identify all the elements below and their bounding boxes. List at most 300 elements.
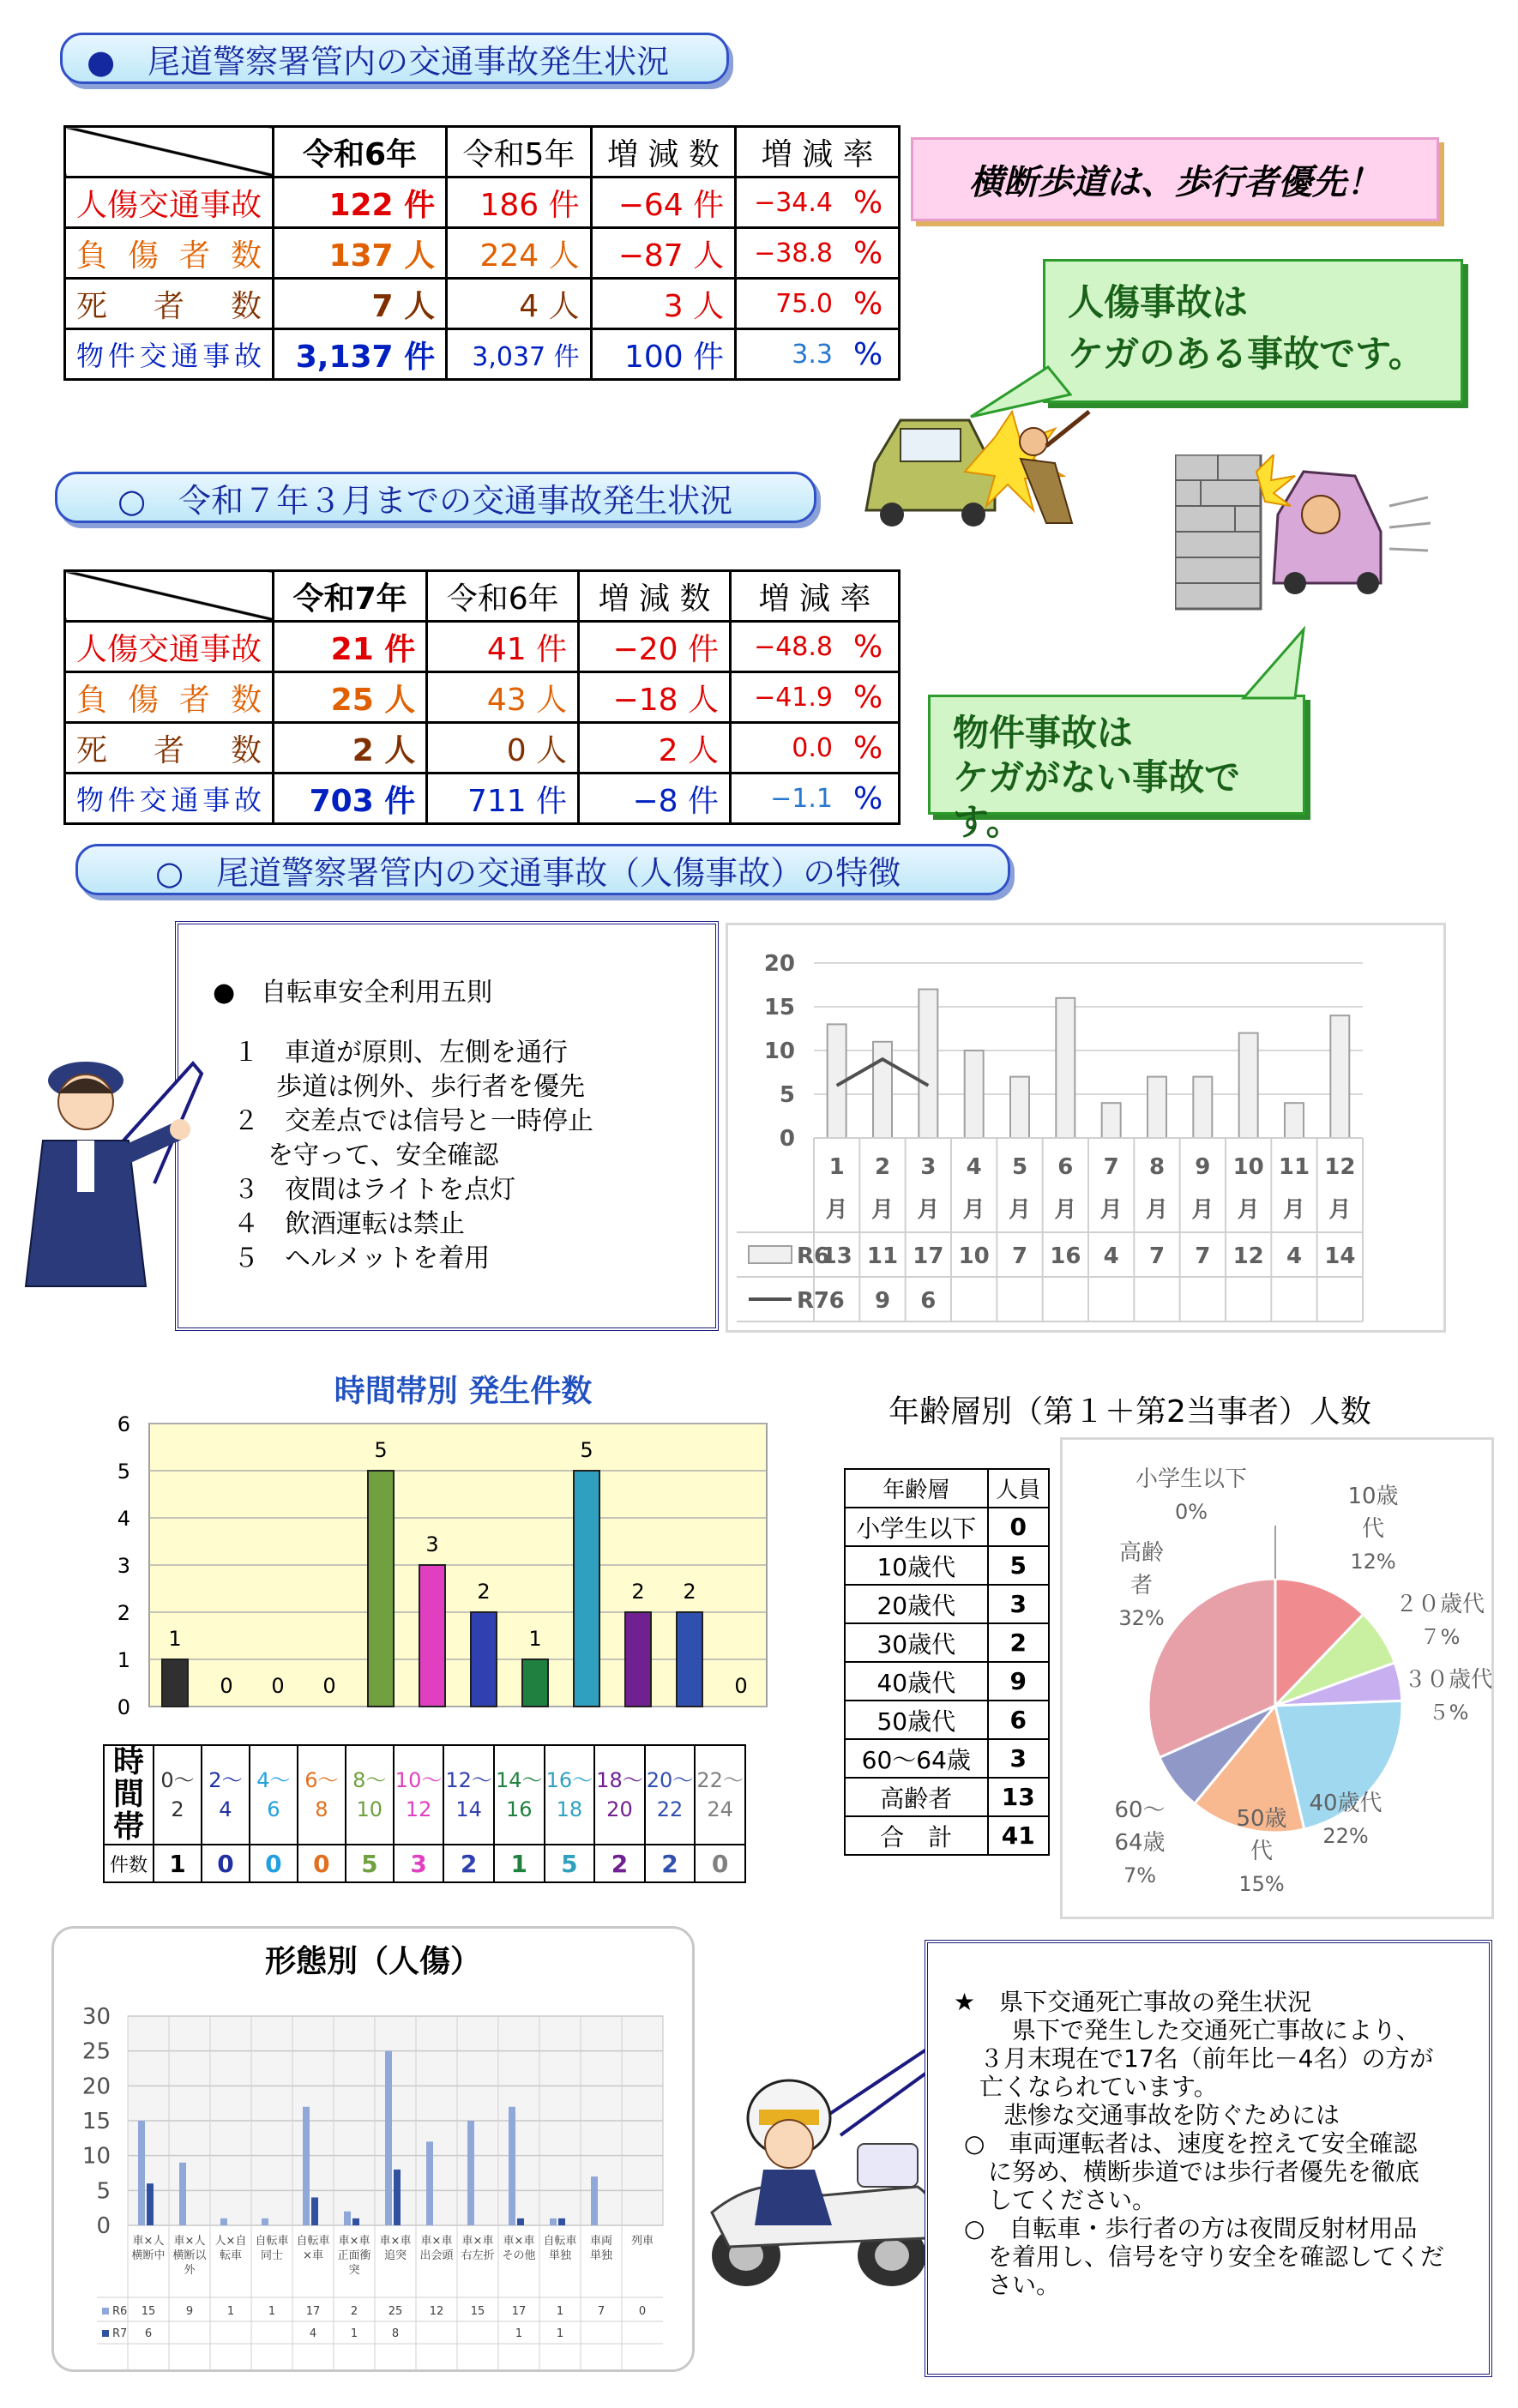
month-label-suffix: 月: [1054, 1197, 1077, 1223]
bar: [522, 1659, 548, 1707]
value-cur: 7 人: [274, 279, 447, 329]
callout2-tail: [1218, 626, 1312, 703]
month-label-num: 4: [966, 1154, 982, 1180]
injury-callout-line1: 人傷事故は: [1068, 281, 1249, 323]
bar-R6: [1102, 1103, 1121, 1138]
category-label: 車×人: [132, 2235, 165, 2248]
bar-R6: [1010, 1077, 1029, 1138]
bar-R6: [919, 990, 937, 1138]
y-tick-label: 15: [81, 2109, 111, 2134]
value-diff: −18 人: [579, 672, 731, 723]
data-label-R6: 17: [913, 1243, 944, 1269]
row-label: 人傷交通事故: [65, 178, 274, 228]
section3-title: [75, 844, 1010, 895]
crashed-car-icon: [1274, 472, 1381, 594]
data-label-R6: 12: [1232, 1243, 1264, 1269]
value-diff: 3 人: [591, 279, 736, 329]
header-prev: 令和5年: [447, 127, 592, 178]
police-officer-illustration: [17, 1012, 214, 1303]
y-tick-label: 20: [763, 951, 795, 977]
legend-label: R7: [112, 2327, 128, 2340]
rule-line: 歩道は例外、歩行者を優先: [250, 1072, 585, 1102]
section1-title: [60, 33, 729, 84]
section1-title-text: ● 尾道警察署管内の交通事故発生状況: [87, 42, 670, 81]
age-group-label: 60～64歳: [845, 1739, 988, 1778]
time-band-count: 1: [494, 1845, 545, 1882]
y-tick-label: 1: [117, 1648, 130, 1672]
value-diff: −64 件: [591, 178, 736, 228]
data-label: 2: [631, 1580, 645, 1604]
age-group-label: 30歳代: [845, 1623, 988, 1662]
data-label: 0: [322, 1674, 336, 1698]
category-label: 単独: [548, 2249, 572, 2262]
category-label: 右左折: [461, 2249, 495, 2262]
fatal-line: ○ 自転車・歩行者の方は夜間反射材用品: [964, 2214, 1418, 2242]
age-section-title: 年齢層別（第１＋第2当事者）人数: [889, 1394, 1371, 1430]
value-cur: 122 件: [274, 178, 447, 228]
time-band-label: 8〜10: [346, 1745, 394, 1845]
pie-label-0: 小学生以下: [1135, 1466, 1248, 1492]
bar: [574, 1471, 599, 1707]
age-group-count: 6: [988, 1701, 1049, 1739]
value-pct: %: [843, 228, 900, 279]
row-label: 人傷交通事故: [65, 622, 274, 672]
month-label-num: 11: [1278, 1154, 1310, 1180]
month-label-num: 5: [1011, 1154, 1028, 1180]
time-of-day-chart: [94, 1372, 780, 1741]
row-label: 物件交通事故: [65, 774, 274, 824]
pie-label-1: 代: [1361, 1516, 1385, 1542]
month-label-suffix: 月: [1237, 1197, 1260, 1223]
age-group-label: 合 計: [845, 1816, 988, 1855]
pie-label-1: 12%: [1350, 1550, 1396, 1574]
rule-line: ３ 夜間はライトを点灯: [233, 1175, 516, 1205]
time-band-label: 20〜22: [645, 1745, 696, 1845]
bar-R6: [1148, 1077, 1166, 1138]
fatal-line: を着用し、信号を守り安全を確認してくだ: [964, 2242, 1445, 2271]
category-label: 列車: [630, 2235, 654, 2248]
fatal-line: に努め、横断歩道では歩行者優先を徹底: [964, 2158, 1419, 2186]
month-label-suffix: 月: [1008, 1197, 1032, 1223]
value-prev: 0 人: [427, 723, 579, 774]
motorcycle-officer-illustration: [695, 2041, 943, 2298]
header-rate: 増 減 率: [736, 127, 900, 178]
rule-line: ２ 交差点では信号と一時停止: [233, 1106, 593, 1136]
data-label-R6: 7: [1195, 1243, 1211, 1269]
time-band-label: 14〜16: [494, 1745, 545, 1845]
y-tick-label: 3: [117, 1554, 130, 1578]
property-callout: [928, 695, 1305, 843]
category-label: 車×車: [379, 2235, 412, 2248]
value-cur: 703 件: [274, 774, 427, 824]
data-label-R7: 1: [556, 2327, 564, 2340]
data-label-R7: 6: [144, 2327, 153, 2340]
legend-label: R6: [797, 1243, 830, 1269]
month-label-suffix: 月: [825, 1197, 848, 1223]
month-label-num: 12: [1324, 1154, 1356, 1180]
category-label: 車×車: [338, 2235, 370, 2248]
category-label: 外: [184, 2264, 196, 2277]
category-label: 車×車: [420, 2235, 453, 2248]
row-label: 負傷者数: [65, 672, 274, 723]
y-tick-label: 0: [779, 1126, 795, 1152]
category-label: 車×人: [173, 2235, 206, 2248]
data-label-R6: 14: [1324, 1243, 1356, 1269]
chart-title: 時間帯別 発生件数: [334, 1374, 593, 1409]
category-label: 車両: [589, 2235, 613, 2248]
y-tick-label: 0: [117, 1695, 130, 1719]
data-label-R6: 4: [1286, 1243, 1303, 1269]
month-label-num: 10: [1232, 1154, 1264, 1180]
age-table: [844, 1468, 1050, 1856]
legend-swatch-R6: [749, 1246, 792, 1263]
value-prev: 3,037 件: [447, 329, 592, 380]
y-tick-label: 5: [117, 1460, 130, 1484]
bar-R7: [394, 2170, 401, 2225]
property-callout-line1: 物件事故は: [953, 712, 1134, 754]
age-group-count: 3: [988, 1585, 1049, 1623]
data-label-R7: 8: [391, 2327, 400, 2340]
bar-R6: [1330, 1015, 1349, 1138]
header-diff: 増 減 数: [579, 571, 731, 622]
age-group-count: 0: [988, 1508, 1049, 1546]
value-rate: 0.0: [730, 723, 843, 774]
data-label-R6: 4: [1103, 1243, 1119, 1269]
time-band-label: 18〜20: [594, 1745, 645, 1845]
y-tick-label: 4: [117, 1507, 130, 1531]
bar-R6: [426, 2141, 433, 2225]
section2-title: [55, 472, 816, 523]
category-label: 自転車: [296, 2235, 330, 2248]
value-rate: −1.1: [730, 774, 843, 824]
time-band-label: 2〜4: [202, 1745, 250, 1845]
time-band-count: 0: [202, 1845, 250, 1882]
value-cur: 25 人: [274, 672, 427, 723]
data-label-R6: 13: [821, 1243, 852, 1269]
category-label: 突: [348, 2264, 360, 2277]
month-label-suffix: 月: [917, 1197, 940, 1223]
bar: [162, 1659, 188, 1707]
category-label: 横断以: [172, 2249, 207, 2262]
y-tick-label: 5: [779, 1082, 795, 1108]
stats-table-2025: [63, 569, 901, 825]
month-label-num: 9: [1195, 1154, 1211, 1180]
bar-R6: [303, 2107, 310, 2225]
bar-R7: [352, 2218, 359, 2225]
value-prev: 4 人: [447, 279, 592, 329]
value-pct: %: [843, 622, 900, 672]
pie-label-2: ７%: [1419, 1625, 1461, 1649]
bar-R6: [1056, 998, 1075, 1138]
data-label-R6: 15: [470, 2305, 485, 2318]
pie-label-5: 代: [1250, 1839, 1274, 1864]
bar-R6: [1193, 1077, 1212, 1138]
data-label: 5: [374, 1438, 388, 1462]
time-band-count: 1: [154, 1845, 202, 1882]
time-band-count: 2: [594, 1845, 645, 1882]
bar-R6: [1285, 1103, 1304, 1138]
row-label: 死者数: [65, 723, 274, 774]
value-rate: −41.9: [730, 672, 843, 723]
legend-swatch-R7: [102, 2330, 109, 2337]
data-label: 0: [734, 1674, 748, 1698]
bar: [419, 1565, 445, 1707]
value-pct: %: [843, 329, 900, 380]
y-tick-label: 30: [81, 2004, 111, 2030]
injury-callout-line2: ケガのある事故です。: [1068, 333, 1425, 375]
value-pct: %: [843, 723, 900, 774]
header-rate: 増 減 率: [730, 571, 899, 622]
value-diff: 100 件: [591, 329, 736, 380]
data-label: 5: [580, 1438, 593, 1462]
bicycle-rules-box: [175, 921, 719, 1331]
time-band-label: 6〜8: [298, 1745, 346, 1845]
time-band-count: 3: [394, 1845, 444, 1882]
y-tick-label: 15: [763, 995, 795, 1020]
data-label-R7: 9: [874, 1288, 891, 1314]
chart-title: 形態別（人傷）: [264, 1944, 482, 1979]
bar-R6: [220, 2218, 227, 2225]
monthly-chart: [728, 925, 1443, 1330]
age-group-label: 高齢者: [845, 1778, 988, 1816]
row-label: 負傷者数: [65, 228, 274, 279]
legend-label: R6: [112, 2305, 128, 2318]
data-label-R6: 11: [866, 1243, 899, 1269]
value-prev: 224 人: [447, 228, 592, 279]
corner-cell: [65, 571, 274, 622]
data-label-R7: 1: [515, 2327, 523, 2340]
pie-label-1: 10歳: [1347, 1484, 1399, 1509]
data-label-R7: 6: [920, 1288, 937, 1314]
data-label: 0: [271, 1674, 285, 1698]
age-pie-box: [1060, 1437, 1494, 1919]
time-band-count: 2: [443, 1845, 494, 1882]
month-label-num: 8: [1148, 1154, 1166, 1180]
pie-label-5: 15%: [1238, 1872, 1285, 1896]
category-label: 車×車: [461, 2235, 494, 2248]
month-label-num: 6: [1057, 1154, 1074, 1180]
y-tick-label: 20: [81, 2074, 111, 2100]
table-head: 時間帯: [104, 1745, 154, 1845]
month-label-num: 1: [828, 1154, 845, 1180]
age-group-count: 3: [988, 1739, 1049, 1778]
pie-label-4: 22%: [1322, 1824, 1369, 1848]
value-cur: 21 件: [274, 622, 427, 672]
fatal-line: してください。: [964, 2186, 1157, 2214]
time-band-count: 5: [346, 1845, 394, 1882]
stats-table-2024: [63, 125, 901, 381]
month-label-num: 2: [874, 1154, 891, 1180]
fatal-line: 亡くなられています。: [979, 2073, 1218, 2101]
value-cur: 2 人: [274, 723, 427, 774]
age-group-label: 小学生以下: [845, 1508, 988, 1546]
month-label-suffix: 月: [870, 1197, 895, 1223]
value-diff: −20 件: [579, 622, 731, 672]
row-label: 死者数: [65, 279, 274, 329]
value-diff: −87 人: [591, 228, 736, 279]
data-label-R6: 2: [350, 2305, 358, 2318]
age-group-count: 9: [988, 1662, 1049, 1701]
bar-R6: [344, 2212, 351, 2225]
month-label-num: 7: [1103, 1154, 1119, 1180]
category-label: 同士: [260, 2249, 284, 2262]
bar-R6: [138, 2121, 145, 2225]
age-pie-chart: [1063, 1440, 1491, 1917]
rule-line: ５ ヘルメットを着用: [233, 1243, 491, 1273]
category-label: 正面衝: [337, 2249, 371, 2262]
rule-line: を守って、安全確認: [242, 1141, 499, 1171]
y-tick-label: 25: [81, 2038, 111, 2065]
rule-line: ４ 飲酒運転は禁止: [233, 1209, 465, 1239]
data-label-R6: 1: [268, 2305, 276, 2318]
pie-label-3: ５%: [1428, 1701, 1469, 1725]
age-table-header: 人員: [988, 1469, 1049, 1508]
y-tick-label: 2: [117, 1601, 130, 1625]
bicycle-rules-title: ● 自転車安全利用五則: [213, 978, 493, 1008]
bar-R6: [262, 2218, 268, 2225]
fatal-line: さい。: [964, 2271, 1061, 2299]
header-cur: 令和6年: [274, 127, 447, 178]
data-label-R6: 7: [1011, 1243, 1028, 1269]
bar-R7: [311, 2197, 318, 2225]
bar-R7: [558, 2218, 565, 2225]
category-label: 自転車: [255, 2235, 289, 2248]
month-label-suffix: 月: [1191, 1197, 1214, 1223]
value-pct: %: [843, 279, 900, 329]
category-label: ×車: [303, 2249, 323, 2262]
category-label: 単独: [589, 2249, 613, 2262]
bar-R7: [517, 2218, 524, 2225]
pie-label-6: 7%: [1123, 1863, 1157, 1887]
pie-label-5: 50歳: [1236, 1806, 1287, 1832]
data-label: 2: [477, 1580, 491, 1604]
value-rate: −48.8: [730, 622, 843, 672]
data-label-R6: 9: [185, 2305, 194, 2318]
pie-label-7: 32%: [1118, 1606, 1165, 1630]
bar: [677, 1612, 702, 1707]
bar-R6: [179, 2163, 186, 2225]
data-label: 3: [425, 1532, 439, 1556]
section2-title-text: ○ 令和７年３月までの交通事故発生状況: [117, 481, 733, 520]
time-band-count: 0: [695, 1845, 745, 1882]
month-label-suffix: 月: [1328, 1197, 1352, 1223]
data-label-R6: 7: [1148, 1243, 1166, 1269]
data-label-R7: 6: [828, 1288, 845, 1314]
data-label-R6: 1: [556, 2305, 564, 2318]
time-band-count: 5: [545, 1845, 595, 1882]
pie-label-7: 者: [1129, 1573, 1154, 1598]
value-prev: 711 件: [427, 774, 579, 824]
bar-R6: [385, 2051, 392, 2225]
month-label-suffix: 月: [962, 1197, 985, 1223]
value-cur: 137 人: [274, 228, 447, 279]
count-label: 件数: [104, 1845, 154, 1882]
injury-accident-illustration: [849, 394, 1106, 549]
category-label: 追突: [383, 2249, 407, 2262]
header-prev: 令和6年: [427, 571, 579, 622]
legend-label: R7: [797, 1288, 830, 1314]
data-label-R6: 15: [141, 2305, 156, 2318]
value-rate: 3.3: [736, 329, 843, 380]
bar-R6: [591, 2176, 598, 2225]
y-tick-label: 10: [763, 1038, 795, 1064]
property-accident-illustration: [1175, 455, 1432, 626]
category-label: 車×車: [503, 2235, 535, 2248]
value-rate: −34.4: [736, 178, 843, 228]
data-label-R6: 25: [388, 2305, 403, 2318]
bar: [368, 1471, 394, 1707]
time-band-count: 0: [250, 1845, 298, 1882]
data-label-R6: 12: [429, 2305, 444, 2318]
pie-label-3: ３０歳代: [1403, 1667, 1491, 1693]
bar-R7: [147, 2183, 154, 2225]
month-label-suffix: 月: [1099, 1197, 1123, 1223]
category-label: 出会頭: [419, 2249, 454, 2262]
value-diff: −8 件: [579, 774, 731, 824]
data-label: 0: [220, 1674, 233, 1698]
data-label-R6: 1: [226, 2305, 235, 2318]
time-band-count: 0: [298, 1845, 346, 1882]
fatal-line: 県下で発生した交通死亡事故により、: [988, 2016, 1421, 2044]
injury-callout: [1043, 259, 1463, 403]
category-label: 転車: [219, 2249, 243, 2262]
category-label: その他: [502, 2249, 536, 2262]
rule-line: １ 車道が原則、左側を通行: [233, 1038, 568, 1068]
time-band-count: 2: [645, 1845, 696, 1882]
header-cur: 令和7年: [274, 571, 427, 622]
officer-icon: [748, 2080, 832, 2225]
bar-R6: [509, 2107, 515, 2225]
month-label-suffix: 月: [1145, 1197, 1169, 1223]
data-label-R6: 0: [638, 2305, 647, 2318]
age-group-count: 41: [988, 1816, 1049, 1855]
pie-label-2: ２０歳代: [1395, 1592, 1485, 1617]
header-diff: 増 減 数: [591, 127, 736, 178]
month-label-num: 3: [920, 1154, 937, 1180]
value-rate: −38.8: [736, 228, 843, 279]
bar: [625, 1612, 651, 1707]
slogan-text: 横断歩道は、歩行者優先！: [969, 162, 1381, 202]
bar-R6: [873, 1042, 892, 1138]
legend-swatch-R6: [102, 2308, 109, 2315]
value-pct: %: [843, 774, 900, 824]
value-cur: 3,137 件: [274, 329, 447, 380]
time-band-label: 10〜12: [394, 1745, 444, 1845]
fatal-line: 悲惨な交通事故を防ぐためには: [979, 2101, 1340, 2129]
pie-label-6: 64歳: [1114, 1830, 1166, 1856]
pie-label-0: 0%: [1174, 1500, 1208, 1524]
time-band-label: 22〜24: [695, 1745, 745, 1845]
slogan-banner: [911, 137, 1439, 221]
value-prev: 41 件: [427, 622, 579, 672]
age-table-header: 年齢層: [845, 1469, 988, 1508]
category-label: 横断中: [131, 2249, 166, 2262]
pie-label-6: 60～: [1114, 1797, 1166, 1823]
brick-wall-icon: [1175, 455, 1261, 609]
data-label: 1: [528, 1627, 542, 1651]
y-tick-label: 6: [117, 1412, 130, 1436]
age-group-label: 40歳代: [845, 1662, 988, 1701]
data-label-R6: 7: [597, 2305, 605, 2318]
value-rate: 75.0: [736, 279, 843, 329]
category-label: 人×自: [214, 2235, 247, 2248]
value-prev: 186 件: [447, 178, 592, 228]
pie-label-4: 40歳代: [1309, 1791, 1382, 1816]
pie-label-7: 高齢: [1118, 1540, 1165, 1566]
data-label-R6: 17: [305, 2305, 321, 2318]
category-label: 自転車: [543, 2235, 577, 2248]
data-label-R6: 10: [958, 1243, 990, 1269]
